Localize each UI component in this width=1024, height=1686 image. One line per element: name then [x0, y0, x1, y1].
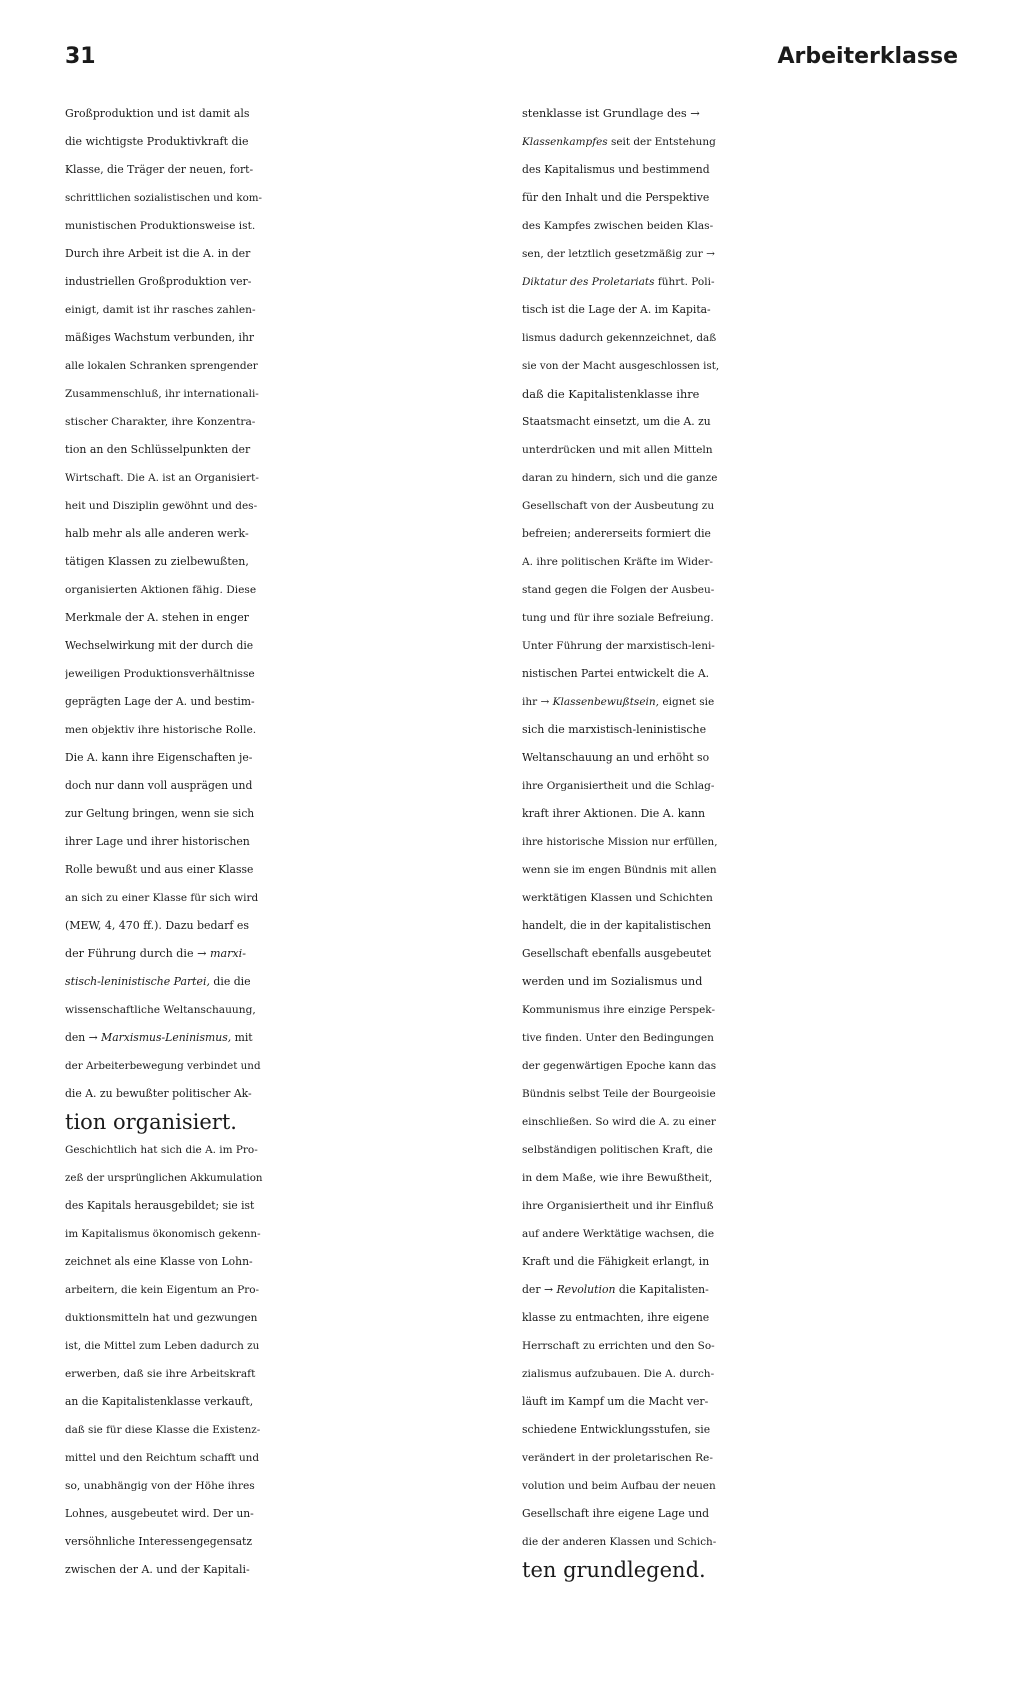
text-line: einschließen. So wird die A. zu einer	[522, 1116, 716, 1128]
text-line	[522, 100, 916, 128]
text-line: an sich zu einer Klasse für sich wird	[65, 892, 259, 904]
text-line: handelt, die in der kapitalistischen	[522, 919, 712, 932]
arrow-right-icon: →	[706, 248, 715, 260]
text-line	[522, 240, 916, 268]
page-number: 31	[65, 44, 96, 69]
text-line: mittel und den Reichtum schafft und	[65, 1452, 260, 1464]
text-line: tion an den Schlüsselpunkten der	[65, 443, 251, 456]
text-line: Wechselwirkung mit der durch die	[65, 639, 254, 652]
text-line: einigt, damit ist ihr rasches zahlen-	[65, 303, 256, 316]
text-line: daß sie für diese Klasse die Existenz-	[65, 1424, 261, 1436]
cross-reference[interactable]	[197, 947, 246, 960]
text-segment: stenklasse ist Grundlage des	[522, 107, 687, 120]
text-line	[65, 1024, 459, 1052]
text-line: läuft im Kampf um die Macht ver-	[522, 1395, 709, 1408]
arrow-right-icon: →	[540, 696, 550, 708]
text-line: Unter Führung der marxistisch-leni-	[522, 640, 715, 652]
text-line: ist, die Mittel zum Leben dadurch zu	[65, 1340, 260, 1352]
text-line: Zusammenschluß, ihr internationali-	[65, 388, 259, 400]
text-line: Geschichtlich hat sich die A. im Pro-	[65, 1144, 258, 1156]
text-line: daß die Kapitalistenklasse ihre	[522, 387, 700, 401]
text-line: geprägten Lage der A. und bestim-	[65, 695, 255, 708]
text-line	[65, 940, 459, 968]
text-line: A. ihre politischen Kräfte im Wider-	[522, 556, 713, 568]
text-line: stischer Charakter, ihre Konzentra-	[65, 415, 256, 428]
text-line: werden und im Sozialismus und	[522, 975, 703, 988]
text-line: doch nur dann voll ausprägen und	[65, 779, 253, 792]
text-line: verändert in der proletarischen Re-	[522, 1451, 713, 1464]
text-segment: die die	[213, 975, 251, 988]
text-line	[522, 688, 916, 716]
arrow-right-icon: →	[88, 1031, 98, 1044]
cross-reference[interactable]	[541, 696, 660, 708]
text-line: des Kapitals herausgebildet; sie ist	[65, 1199, 255, 1212]
text-line: tätigen Klassen zu zielbewußten,	[65, 555, 249, 568]
text-line: tive finden. Unter den Bedingungen	[522, 1032, 714, 1044]
text-line: mäßiges Wachstum verbunden, ihr	[65, 331, 254, 344]
text-line: halb mehr als alle anderen werk-	[65, 527, 249, 540]
text-line: Wirtschaft. Die A. ist an Organisiert-	[65, 472, 259, 484]
text-line: zwischen der A. und der Kapitali-	[65, 1563, 250, 1576]
text-line: stand gegen die Folgen der Ausbeu-	[522, 584, 715, 596]
text-line: zeichnet als eine Klasse von Lohn-	[65, 1255, 253, 1268]
text-line: selbständigen politischen Kraft, die	[522, 1144, 713, 1156]
text-line: Gesellschaft ihre eigene Lage und	[522, 1507, 710, 1520]
text-line: Herrschaft zu errichten und den So-	[522, 1340, 715, 1352]
right-column	[522, 100, 916, 1584]
text-line: des Kampfes zwischen beiden Klas-	[522, 219, 714, 232]
text-line: für den Inhalt und die Perspektive	[522, 191, 710, 204]
text-line: der Arbeiterbewegung verbindet und	[65, 1060, 261, 1072]
text-line: die wichtigste Produktivkraft die	[65, 135, 249, 148]
text-line: tisch ist die Lage der A. im Kapita-	[522, 303, 711, 316]
text-segment: der Führung durch die	[65, 947, 194, 960]
arrow-right-icon: →	[197, 947, 207, 960]
text-line: duktionsmitteln hat und gezwungen	[65, 1312, 258, 1324]
text-line: Rolle bewußt und aus einer Klasse	[65, 863, 254, 876]
text-line: Weltanschauung an und erhöht so	[522, 751, 710, 764]
text-line: munistischen Produktionsweise ist.	[65, 219, 256, 232]
cross-reference-label: Klassenbewußtsein,	[552, 696, 660, 708]
text-line: Gesellschaft ebenfalls ausgebeutet	[522, 947, 712, 960]
text-line: Gesellschaft von der Ausbeutung zu	[522, 500, 715, 512]
text-line: schrittlichen sozialistischen und kom-	[65, 192, 262, 204]
text-line: nistischen Partei entwickelt die A.	[522, 667, 710, 680]
cross-reference[interactable]	[89, 1031, 232, 1044]
text-line: des Kapitalismus und bestimmend	[522, 163, 710, 176]
text-line: werktätigen Klassen und Schichten	[522, 891, 713, 904]
text-line	[522, 268, 916, 296]
left-column	[65, 100, 459, 1584]
text-line: klasse zu entmachten, ihre eigene	[522, 1311, 710, 1324]
text-segment: sen, der letztlich gesetzmäßig zur	[522, 248, 703, 260]
text-line: im Kapitalismus ökonomisch gekenn-	[65, 1228, 261, 1240]
text-line: sie von der Macht ausgeschlossen ist,	[522, 360, 720, 372]
cross-reference-label: Marxismus-Leninismus,	[101, 1031, 232, 1044]
text-line: (MEW, 4, 470 ff.). Dazu bedarf es	[65, 919, 250, 932]
text-segment: den	[65, 1031, 86, 1044]
text-line: arbeitern, die kein Eigentum an Pro-	[65, 1284, 259, 1296]
text-segment: ihr	[522, 696, 538, 708]
text-line: in dem Maße, wie ihre Bewußtheit,	[522, 1171, 713, 1184]
text-line: sich die marxistisch-leninistische	[522, 723, 707, 736]
text-line: die der anderen Klassen und Schich-	[522, 1536, 717, 1548]
text-line: volution und beim Aufbau der neuen	[522, 1480, 716, 1492]
text-segment: seit der Entstehung	[610, 136, 716, 148]
text-line: an die Kapitalistenklasse verkauft,	[65, 1395, 254, 1408]
text-line: ihre Organisiertheit und die Schlag-	[522, 780, 715, 792]
text-segment: mit	[234, 1031, 253, 1044]
cross-reference[interactable]	[544, 1283, 615, 1296]
text-line: Die A. kann ihre Eigenschaften je-	[65, 751, 253, 764]
text-line: jeweiligen Produktionsverhältnisse	[65, 667, 255, 680]
text-line: Staatsmacht einsetzt, um die A. zu	[522, 415, 711, 428]
text-line: ten grundlegend.	[522, 1558, 706, 1582]
text-line: Durch ihre Arbeit ist die A. in der	[65, 247, 251, 260]
text-line: die A. zu bewußter politischer Ak-	[65, 1087, 252, 1100]
cross-reference-label: marxi-	[209, 947, 246, 960]
text-segment: führt. Poli-	[657, 276, 715, 288]
text-line: wissenschaftliche Weltanschauung,	[65, 1003, 256, 1016]
arrow-right-icon: →	[543, 1283, 554, 1296]
text-line	[65, 968, 459, 996]
text-line	[522, 1276, 916, 1304]
text-line: alle lokalen Schranken sprengender	[65, 360, 258, 372]
text-line: auf andere Werktätige wachsen, die	[522, 1228, 715, 1240]
cross-reference-label[interactable]: stisch-leninistische Partei,	[65, 975, 210, 988]
arrow-right-icon: →	[690, 107, 700, 120]
text-line: der gegenwärtigen Epoche kann das	[522, 1060, 717, 1072]
text-line: ihre Organisiertheit und ihr Einfluß	[522, 1200, 714, 1212]
text-line	[522, 128, 916, 156]
text-line: Lohnes, ausgebeutet wird. Der un-	[65, 1507, 254, 1520]
text-line: versöhnliche Interessengegensatz	[65, 1535, 253, 1548]
text-line: tung und für ihre soziale Befreiung.	[522, 612, 714, 624]
text-line: industriellen Großproduktion ver-	[65, 275, 252, 288]
text-line: Bündnis selbst Teile der Bourgeoisie	[522, 1088, 716, 1100]
text-line: zeß der ursprünglichen Akkumulation	[65, 1172, 263, 1184]
text-line: organisierten Aktionen fähig. Diese	[65, 583, 257, 596]
text-line: wenn sie im engen Bündnis mit allen	[522, 864, 717, 876]
text-line: Kraft und die Fähigkeit erlangt, in	[522, 1255, 710, 1268]
text-segment: der	[522, 1283, 541, 1296]
text-line: schiedene Entwicklungsstufen, sie	[522, 1423, 711, 1436]
text-line: Kommunismus ihre einzige Perspek-	[522, 1004, 716, 1016]
text-line: heit und Disziplin gewöhnt und des-	[65, 500, 258, 512]
text-segment: die Kapitalisten-	[618, 1283, 709, 1296]
cross-reference-label[interactable]: Diktatur des Proletariats	[522, 276, 655, 288]
text-segment: eignet sie	[662, 696, 715, 708]
cross-reference-label[interactable]: Klassenkampfes	[522, 136, 608, 148]
text-line: tion organisiert.	[65, 1110, 237, 1134]
text-line: lismus dadurch gekennzeichnet, daß	[522, 332, 717, 344]
text-line: daran zu hindern, sich und die ganze	[522, 472, 718, 484]
text-line: Merkmale der A. stehen in enger	[65, 611, 249, 624]
entry-title: Arbeiterklasse	[777, 44, 958, 69]
text-line: ihrer Lage und ihrer historischen	[65, 835, 250, 848]
text-line: befreien; andererseits formiert die	[522, 527, 711, 540]
text-line: men objektiv ihre historische Rolle.	[65, 723, 257, 736]
text-line: zur Geltung bringen, wenn sie sich	[65, 807, 255, 820]
text-line: Klasse, die Träger der neuen, fort-	[65, 163, 254, 176]
cross-reference-label: Revolution	[556, 1283, 616, 1296]
text-line: zialismus aufzubauen. Die A. durch-	[522, 1368, 715, 1380]
text-line: Großproduktion und ist damit als	[65, 107, 250, 120]
text-line: kraft ihrer Aktionen. Die A. kann	[522, 807, 706, 820]
text-line: erwerben, daß sie ihre Arbeitskraft	[65, 1367, 256, 1380]
text-line: ihre historische Mission nur erfüllen,	[522, 836, 718, 848]
text-line: unterdrücken und mit allen Mitteln	[522, 443, 713, 456]
text-line: so, unabhängig von der Höhe ihres	[65, 1479, 255, 1492]
